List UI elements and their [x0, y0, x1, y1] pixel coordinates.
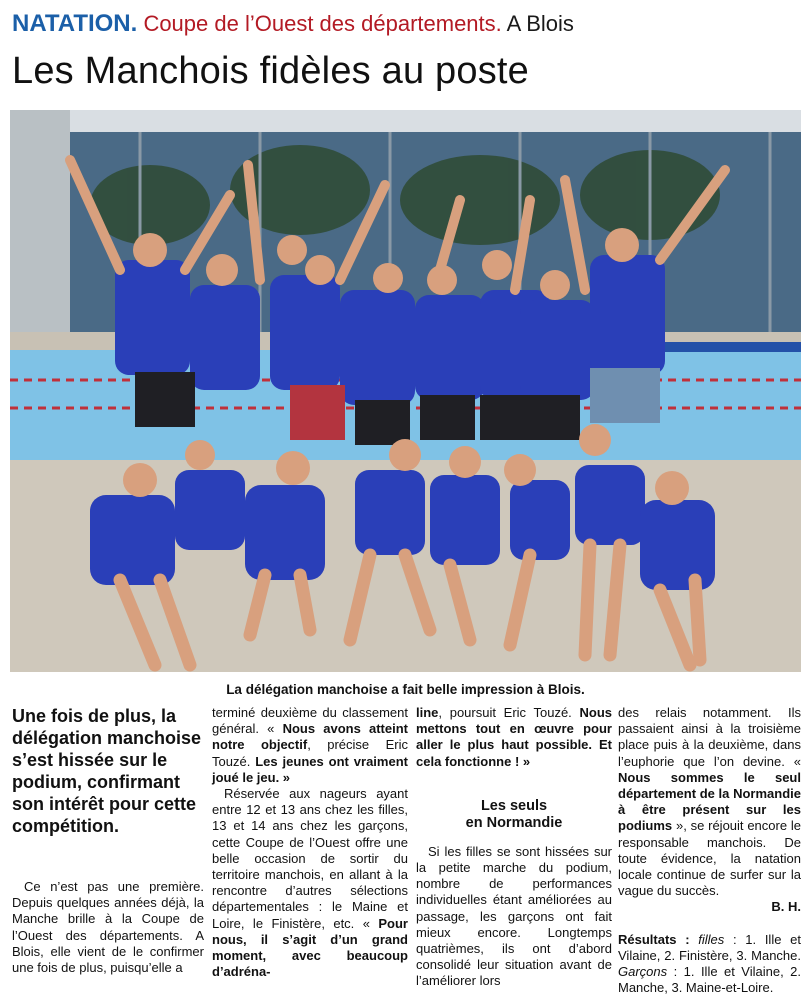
headline: Les Manchois fidèles au poste	[12, 50, 530, 92]
article-paragraph: line, poursuit Eric Touzé. Nous mettons tout en œuvre pour aller le plus haut possible. Et cela fonctionne ! »	[416, 705, 612, 769]
article-lead: Une fois de plus, la délégation manchoise s’est hissée sur le podium, confirmant son intérêt pour cette compétition.	[12, 706, 202, 836]
kicker-place: A Blois	[506, 11, 574, 36]
author-signature: B. H.	[771, 899, 801, 915]
article-paragraph: Si les filles se sont hissées sur la petite marche du podium, nombre de performances individuelles étant améliorées au passage, les garçons ont fait mieux encore. Longtemps quatrièmes, ils ont d’abord consolidé leur situation avant de l’améliorer lors	[416, 843, 612, 989]
article-paragraph: Réservée aux nageurs ayant entre 12 et 13 ans chez les filles, 13 et 14 ans chez les garçons, cette Coupe de l’Ouest offre une belle occasion de sortir du territoire manchois, en allant à la rencontre d’autres sélections départementales : le Maine et Loire, le Finistère, etc. « Pour nous, il s’agit d’un grand moment, avec beaucoup d’adréna-	[212, 786, 408, 980]
article-paragraph: terminé deuxième du classement général. « Nous avons atteint notre objectif, précise Eric Touzé. Les jeunes ont vraiment joué le jeu. »	[212, 705, 408, 785]
article-column-3	[416, 705, 612, 990]
kicker-event: Coupe de l’Ouest des départements.	[143, 11, 502, 36]
article-column-2	[212, 705, 408, 980]
article-column-4	[618, 705, 801, 996]
article-column-1	[12, 705, 204, 976]
article-kicker	[12, 10, 574, 38]
subheading: Les seuls en Normandie	[465, 797, 563, 831]
team-photo	[10, 110, 801, 672]
article-paragraph: des relais notamment. Ils passaient ainsi à la troisième place puis à la deuxième, dans l’euphorie que l’on devine. « Nous sommes le seul département de la Normandie à être présent sur les podiums », se réjouit encore le responsable manchois. De toute évidence, la natation locale continue de surfer sur la vague du succès.	[618, 705, 801, 899]
kicker-section: NATATION.	[12, 10, 138, 37]
article-paragraph: Ce n’est pas une première. Depuis quelques années déjà, la Manche brille à la Coupe de l’Ouest des départements. A Blois, elle vient de le confirmer une fois de plus, puisqu’elle a	[12, 879, 204, 976]
results-paragraph: Résultats : filles : 1. Ille et Vilaine, 2. Finistère, 3. Manche. Garçons : 1. Ille et Vilaine, 2. Manche, 3. Maine-et-Loire.	[618, 931, 801, 996]
photo-caption: La délégation manchoise a fait belle impression à Blois.	[226, 682, 585, 697]
